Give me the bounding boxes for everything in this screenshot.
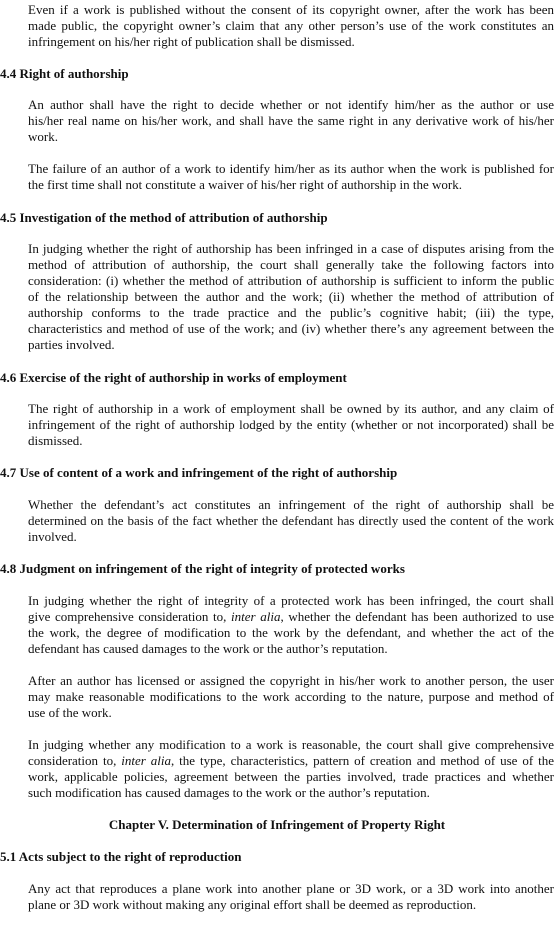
text-line: consideration: (i) whether the method of attribution of authorship is sufficient to inform the public <box>28 273 554 288</box>
text-line: characteristics and method of use of the work; and (iv) whether there’s any agreement between the <box>28 321 554 336</box>
text-line: of the relationship between the author and the work; (ii) whether the method of attribution of <box>28 289 554 304</box>
text-line: In judging whether the right of integrity of a protected work has been infringed, the court shall <box>28 593 554 608</box>
paragraph-4-5 <box>28 241 554 353</box>
text-line: defendant has caused damages to the work or the author’s reputation. <box>28 641 388 656</box>
intro-paragraph <box>28 2 554 50</box>
section-heading-4-7: 4.7 Use of content of a work and infringement of the right of authorship <box>0 465 398 480</box>
text-fragment: , whether the defendant has been authorized to use <box>280 609 554 624</box>
text-line: dismissed. <box>28 433 83 448</box>
text-line: the first time shall not constitute a waiver of his/her right of authorship in the work. <box>28 177 462 192</box>
italic-term: inter alia <box>231 609 281 624</box>
text-line: Any act that reproduces a plane work into another plane or 3D work, or a 3D work into another <box>28 881 554 896</box>
text-line: such modification has caused damages to the work or the author’s reputation. <box>28 785 430 800</box>
text-line: use of the work. <box>28 705 112 720</box>
text-line: his/her real name on his/her work, and shall have the same right in any derivative work of his/her <box>28 113 554 128</box>
text-line: An author shall have the right to decide whether or not identify him/her as the author or use <box>28 97 554 112</box>
chapter-title: Chapter V. Determination of Infringement of Property Right <box>108 817 446 832</box>
text-fragment: , the type, characteristics, pattern of creation and method of use of the <box>171 753 554 768</box>
section-heading-4-8: 4.8 Judgment on infringement of the right of integrity of protected works <box>0 561 405 576</box>
text-line: infringement of the right of authorship lodged by the entity (whether or not incorporated) shall be <box>28 417 554 432</box>
text-line: Whether the defendant’s act constitutes an infringement of the right of authorship shall be <box>28 497 554 512</box>
text-line: involved. <box>28 529 77 544</box>
paragraph-4-7 <box>28 497 554 545</box>
paragraph-4-8-a <box>28 593 554 657</box>
section-heading-4-6: 4.6 Exercise of the right of authorship in works of employment <box>0 370 347 385</box>
section-heading-4-4: 4.4 Right of authorship <box>0 66 129 81</box>
text-fragment: consideration to, <box>28 753 122 768</box>
text-line: authorship conforms to the trade practice and the public’s cognitive habit; (iii) the type, <box>28 305 554 320</box>
paragraph-4-4-b <box>28 161 554 193</box>
paragraph-4-8-b <box>28 673 554 721</box>
text-line <box>28 753 554 769</box>
text-line: Even if a work is published without the consent of its copyright owner, after the work has been <box>28 2 554 17</box>
italic-term: inter alia <box>121 753 171 768</box>
section-heading-4-5: 4.5 Investigation of the method of attribution of authorship <box>0 210 328 225</box>
text-line: work, applicable policies, agreement between the parties involved, trade practices and whether <box>28 769 554 784</box>
text-line: plane or 3D work without making any original effort shall be deemed as reproduction. <box>28 897 477 912</box>
text-line: work. <box>28 129 58 144</box>
paragraph-4-4-a <box>28 97 554 145</box>
section-heading-5-1: 5.1 Acts subject to the right of reproduction <box>0 849 242 864</box>
text-line: determined on the basis of the fact whether the defendant has directly used the content of the work <box>28 513 554 528</box>
text-line: After an author has licensed or assigned the copyright in his/her work to another person, the user <box>28 673 554 688</box>
paragraph-4-6 <box>28 401 554 449</box>
text-line: method of attribution of authorship, the court shall generally take the following factors into <box>28 257 554 272</box>
text-line: In judging whether the right of authorship has been infringed in a case of disputes arising from the <box>28 241 554 256</box>
text-line: infringement on his/her right of publication shall be dismissed. <box>28 34 355 49</box>
text-line: The failure of an author of a work to identify him/her as its author when the work is published for <box>28 161 554 176</box>
paragraph-4-8-c <box>28 737 554 801</box>
text-line: may make reasonable modifications to the work according to the nature, purpose and method of <box>28 689 554 704</box>
text-line: parties involved. <box>28 337 115 352</box>
paragraph-5-1 <box>28 881 554 913</box>
text-line: In judging whether any modification to a work is reasonable, the court shall give comprehensive <box>28 737 554 752</box>
text-line <box>28 609 554 625</box>
text-line: made public, the copyright owner’s claim that any other person’s use of the work constitutes an <box>28 18 554 33</box>
text-fragment: give comprehensive consideration to, <box>28 609 232 624</box>
text-line: the work, the degree of modification to the work by the defendant, and whether the act of the <box>28 625 554 640</box>
text-line: The right of authorship in a work of employment shall be owned by its author, and any claim of <box>28 401 554 416</box>
